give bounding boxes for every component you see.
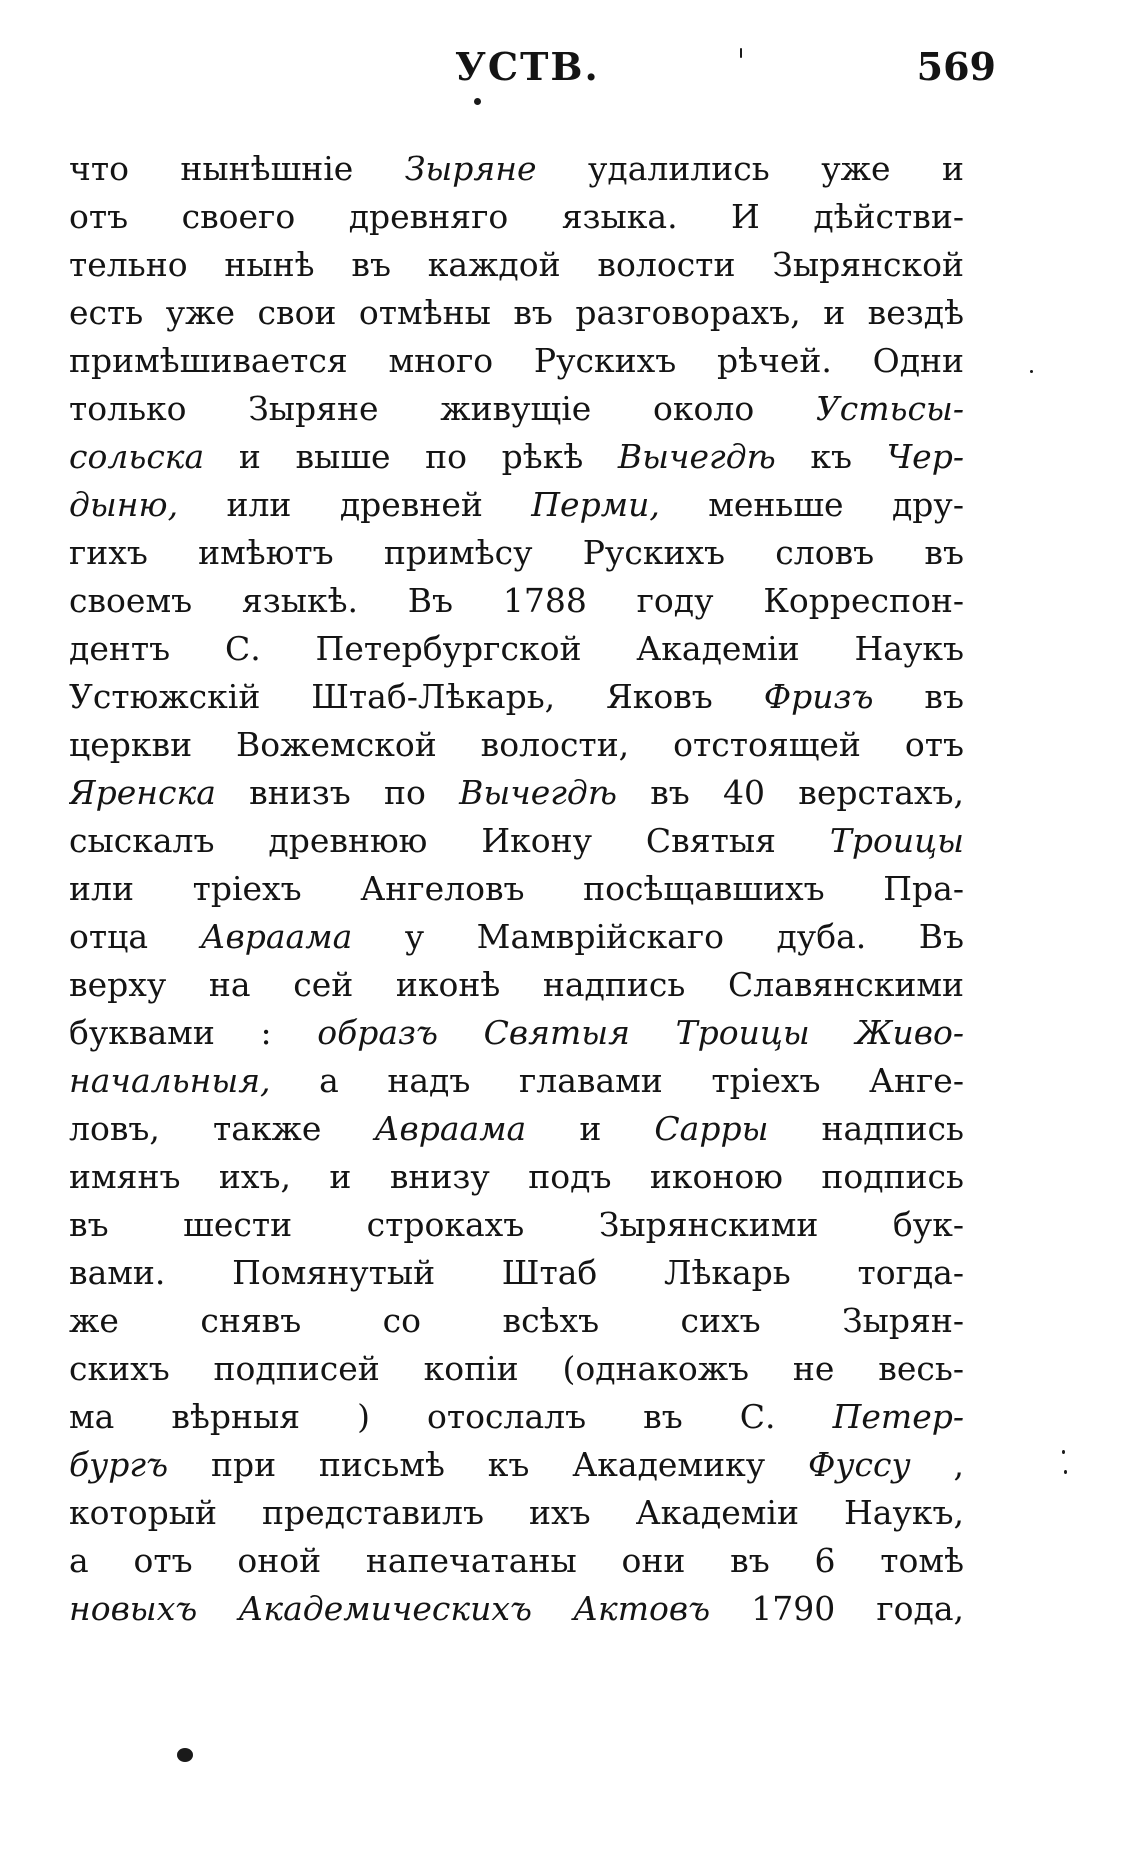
italic-text-segment: Авраама: [374, 1109, 527, 1148]
text-segment: въ шести строкахъ Зырянскими бук-: [69, 1205, 964, 1244]
text-segment: примѣшивается много Рускихъ рѣчей. Одни: [69, 341, 964, 380]
text-segment: удалились уже и: [536, 149, 964, 188]
italic-text-segment: бургъ: [69, 1445, 169, 1484]
paper-speck-mark: [1030, 370, 1033, 373]
text-segment: 1790 года,: [710, 1589, 964, 1628]
text-line: [69, 625, 964, 673]
text-line: [69, 241, 964, 289]
italic-text-segment: Зыряне: [404, 149, 537, 188]
text-segment: меньше дру-: [659, 485, 964, 524]
text-segment: а надъ главами тріехъ Анге-: [270, 1061, 964, 1100]
running-title: УСТВ.: [455, 44, 600, 89]
text-segment: въ 40 верстахъ,: [616, 773, 964, 812]
text-segment: внизъ по: [215, 773, 460, 812]
text-segment: же снявъ со всѣхъ сихъ Зырян-: [69, 1301, 964, 1340]
text-line: [69, 1489, 964, 1537]
italic-text-segment: Троицы: [829, 821, 964, 860]
text-segment: отца: [69, 917, 201, 956]
text-line: [69, 913, 964, 961]
italic-text-segment: Вычегдѣ: [617, 437, 776, 476]
italic-text-segment: сольска: [69, 437, 205, 476]
text-line: [69, 961, 964, 1009]
italic-text-segment: Устьсы-: [815, 389, 964, 428]
text-segment: только Зыряне живущіе около: [69, 389, 816, 428]
text-segment: Устюжскій Штаб-Лѣкарь, Яковъ: [69, 677, 764, 716]
italic-text-segment: Яренска: [69, 773, 216, 812]
text-segment: церкви Вожемской волости, отстоящей отъ: [69, 725, 964, 764]
text-segment: отъ своего древняго языка. И дѣйстви-: [69, 197, 964, 236]
text-segment: и выше по рѣкѣ: [204, 437, 618, 476]
italic-text-segment: Фуссу: [807, 1445, 911, 1484]
text-segment: имянъ ихъ, и внизу подъ иконою подпись: [69, 1157, 964, 1196]
text-segment: а отъ оной напечатаны они въ 6 томѣ: [69, 1541, 964, 1580]
italic-text-segment: Перми,: [531, 485, 660, 524]
italic-text-segment: Вычегдѣ: [459, 773, 617, 812]
text-line: [69, 289, 964, 337]
text-segment: въ: [873, 677, 964, 716]
text-segment: и: [526, 1109, 655, 1148]
italic-text-segment: Петер-: [832, 1397, 964, 1436]
text-line: [69, 721, 964, 769]
text-segment: надпись: [768, 1109, 964, 1148]
text-line: [69, 193, 964, 241]
text-line: [69, 673, 964, 721]
text-segment: своемъ языкѣ. Въ 1788 году Корреспон-: [69, 581, 964, 620]
text-line: [69, 1009, 964, 1057]
paper-speck-mark: [1062, 1450, 1065, 1454]
italic-text-segment: образъ Святыя Троицы Живо-: [317, 1013, 964, 1052]
text-line: [69, 481, 964, 529]
text-line: [69, 529, 964, 577]
paper-speck-mark: [1064, 1470, 1067, 1474]
italic-text-segment: Чер-: [886, 437, 964, 476]
text-line: [69, 1393, 964, 1441]
text-segment: есть уже свои отмѣны въ разговорахъ, и вездѣ: [69, 293, 964, 332]
italic-text-segment: Сарры: [654, 1109, 769, 1148]
text-segment: буквами :: [69, 1013, 318, 1052]
text-segment: или тріехъ Ангеловъ посѣщавшихъ Пра-: [69, 869, 964, 908]
text-segment: или древней: [178, 485, 532, 524]
text-line: [69, 1537, 964, 1585]
text-segment: что нынѣшніе: [69, 149, 405, 188]
text-line: [69, 1153, 964, 1201]
text-line: [69, 1105, 964, 1153]
body-text: [69, 145, 964, 1633]
text-segment: ловъ, также: [69, 1109, 375, 1148]
text-segment: при письмѣ къ Академику: [168, 1445, 808, 1484]
italic-text-segment: Фризъ: [763, 677, 874, 716]
text-line: [69, 385, 964, 433]
text-line: [69, 1345, 964, 1393]
text-line: [69, 1297, 964, 1345]
text-segment: ,: [910, 1445, 964, 1484]
italic-text-segment: начальныя,: [69, 1061, 271, 1100]
ink-dot-mark: [474, 98, 481, 105]
italic-text-segment: новыхъ Академическихъ Актовъ: [69, 1589, 711, 1628]
text-segment: у Мамврійскаго дуба. Въ: [352, 917, 964, 956]
text-segment: вами. Помянутый Штаб Лѣкарь тогда-: [69, 1253, 964, 1292]
italic-text-segment: дыню,: [69, 485, 179, 524]
ink-blot-mark: [177, 1748, 193, 1762]
text-line: [69, 865, 964, 913]
text-line: [69, 817, 964, 865]
page-number: 569: [916, 44, 996, 89]
text-line: [69, 337, 964, 385]
text-line: [69, 1441, 964, 1489]
paper-speck-mark: [740, 48, 742, 58]
text-segment: дентъ С. Петербургской Академіи Наукъ: [69, 629, 964, 668]
text-segment: сыскалъ древнюю Икону Святыя: [69, 821, 830, 860]
text-segment: къ: [775, 437, 887, 476]
text-segment: ма вѣрныя ) отослалъ въ С.: [69, 1397, 833, 1436]
text-line: [69, 769, 964, 817]
text-segment: верху на сей иконѣ надпись Славянскими: [69, 965, 964, 1004]
text-line: [69, 145, 964, 193]
text-line: [69, 1057, 964, 1105]
text-line: [69, 1201, 964, 1249]
text-segment: который представилъ ихъ Академіи Наукъ,: [69, 1493, 964, 1532]
italic-text-segment: Авраама: [200, 917, 353, 956]
text-segment: тельно нынѣ въ каждой волости Зырянской: [69, 245, 964, 284]
text-line: [69, 1585, 964, 1633]
text-segment: скихъ подписей копіи (однакожъ не весь-: [69, 1349, 964, 1388]
text-line: [69, 577, 964, 625]
text-segment: гихъ имѣютъ примѣсу Рускихъ словъ въ: [69, 533, 964, 572]
text-line: [69, 1249, 964, 1297]
text-line: [69, 433, 964, 481]
